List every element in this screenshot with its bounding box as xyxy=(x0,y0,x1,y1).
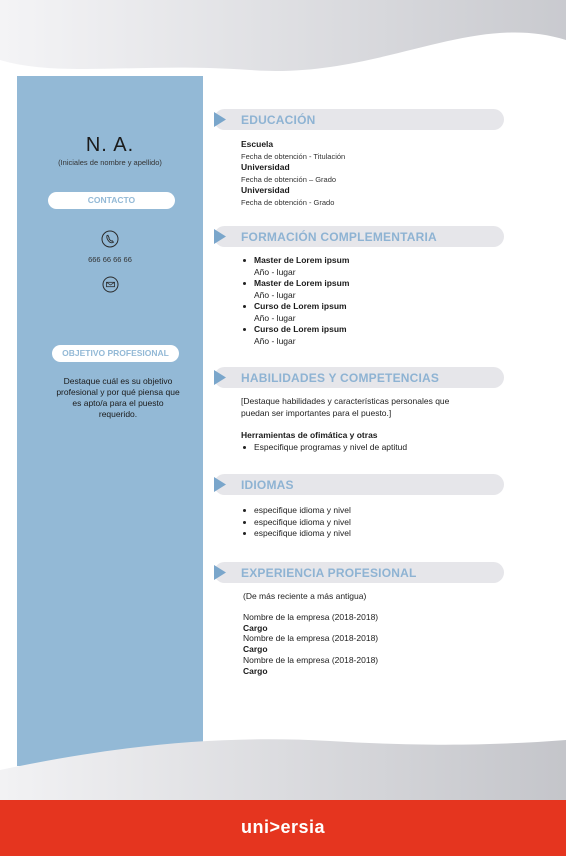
play-arrow-icon xyxy=(214,565,226,580)
languages-title: IDIOMAS xyxy=(241,478,294,492)
education-entry-name: Escuela xyxy=(241,139,274,149)
phone-icon xyxy=(101,230,119,248)
objective-text: Destaque cuál es su objetivo profesional y por qué piensa que es apto/a para el puesto requerido. xyxy=(56,376,180,419)
language-item: especifique idioma y nivel xyxy=(241,505,351,517)
skills-title: HABILIDADES Y COMPETENCIAS xyxy=(241,371,440,385)
training-entry-name: Master de Lorem ipsum xyxy=(241,255,349,267)
education-title: EDUCACIÓN xyxy=(241,113,316,127)
education-entry-detail: Fecha de obtención – Grado xyxy=(241,174,337,184)
training-entry-name: Master de Lorem ipsum xyxy=(241,278,349,290)
email-icon xyxy=(102,276,119,293)
skills-block xyxy=(241,396,449,453)
skills-text: puedan ser importantes para el puesto.] xyxy=(241,407,392,418)
education-list xyxy=(241,139,345,208)
education-entry-name: Universidad xyxy=(241,162,290,172)
experience-role: Cargo xyxy=(243,622,268,633)
experience-section-header xyxy=(214,562,504,583)
training-entry-detail: Año - lugar xyxy=(254,266,296,277)
education-section-header xyxy=(214,109,504,130)
phone-number: 666 66 66 66 xyxy=(88,255,132,264)
tools-heading: Herramientas de ofimática y otras xyxy=(241,430,378,440)
experience-note: (De más reciente a más antigua) xyxy=(243,591,367,601)
name-initials: N. A. xyxy=(85,134,135,156)
experience-role: Cargo xyxy=(243,644,268,655)
language-item: especifique idioma y nivel xyxy=(241,528,351,540)
experience-company: Nombre de la empresa (2018-2018) xyxy=(243,611,379,622)
skills-text: [Destaque habilidades y características personales que xyxy=(241,396,450,406)
contact-label: CONTACTO xyxy=(48,192,175,209)
experience-title: EXPERIENCIA PROFESIONAL xyxy=(241,566,417,580)
play-arrow-icon xyxy=(214,370,226,385)
footer-bar xyxy=(0,800,566,856)
training-entry-name: Curso de Lorem ipsum xyxy=(241,301,349,313)
languages-list xyxy=(241,505,351,540)
training-entry-name: Curso de Lorem ipsum xyxy=(241,324,349,336)
tools-item: Especifique programas y nivel de aptitud xyxy=(241,442,449,454)
footer-wave-graphic xyxy=(0,735,566,805)
play-arrow-icon xyxy=(214,229,226,244)
experience-company: Nombre de la empresa (2018-2018) xyxy=(243,633,379,644)
education-entry-detail: Fecha de obtención - Grado xyxy=(241,197,335,207)
play-arrow-icon xyxy=(214,477,226,492)
education-entry-detail: Fecha de obtención - Titulación xyxy=(241,151,346,161)
languages-section-header xyxy=(214,474,504,495)
sidebar-panel xyxy=(17,76,203,766)
experience-company: Nombre de la empresa (2018-2018) xyxy=(243,654,379,665)
name-hint: (Iniciales de nombre y apellido) xyxy=(58,158,162,167)
experience-role: Cargo xyxy=(243,665,268,676)
training-section-header xyxy=(214,226,504,247)
training-entry-detail: Año - lugar xyxy=(254,335,296,346)
objective-label: OBJETIVO PROFESIONAL xyxy=(52,345,179,362)
training-list xyxy=(241,255,349,347)
education-entry-name: Universidad xyxy=(241,185,290,195)
training-entry-detail: Año - lugar xyxy=(254,312,296,323)
skills-section-header xyxy=(214,367,504,388)
experience-list xyxy=(243,591,378,677)
language-item: especifique idioma y nivel xyxy=(241,517,351,529)
training-title: FORMACIÓN COMPLEMENTARIA xyxy=(241,230,437,244)
play-arrow-icon xyxy=(214,112,226,127)
training-entry-detail: Año - lugar xyxy=(254,289,296,300)
universia-logo: uni>ersia xyxy=(240,817,326,837)
